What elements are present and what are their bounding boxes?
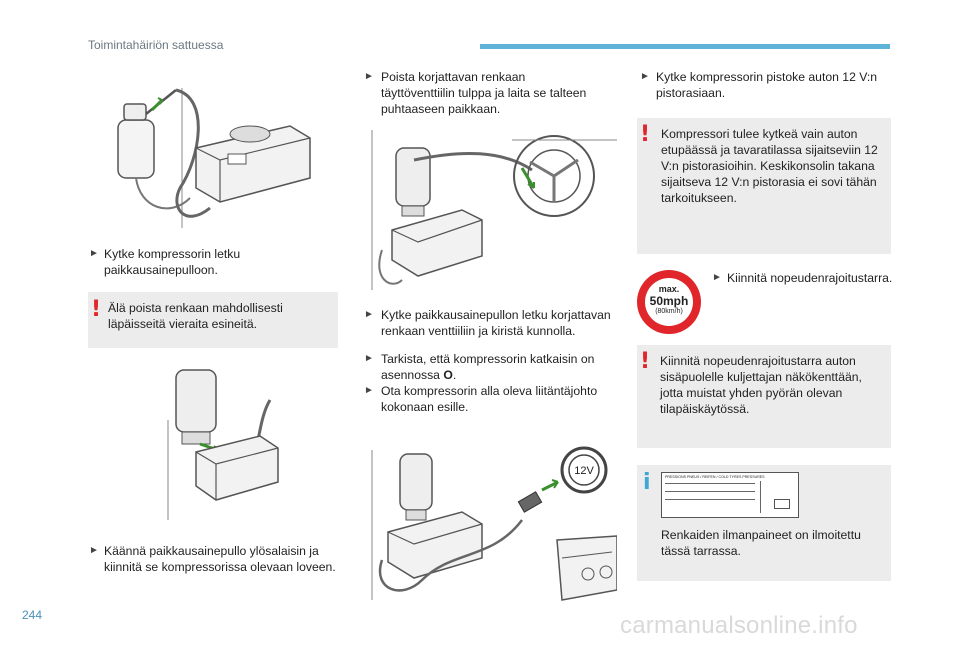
warning-icon: ! bbox=[91, 297, 102, 322]
bullet-marker: ► bbox=[712, 272, 722, 283]
col1-warning-text: Älä poista renkaan mahdollisesti läpäisseitä vieraita esineitä. bbox=[108, 301, 283, 331]
header-accent-bar bbox=[480, 44, 890, 49]
speed-sign-max: max. bbox=[658, 284, 680, 294]
col2-step3a-text: Tarkista, että kompressorin katkaisin on asennossa O. bbox=[381, 352, 595, 382]
illustration-connect-hose-to-bottle bbox=[100, 78, 340, 236]
switch-position-o: O bbox=[443, 368, 453, 382]
bullet-marker: ► bbox=[89, 545, 99, 556]
col1-step2-text: Käännä paikkausainepullo ylösalaisin ja kiinnitä se kompressorissa olevaan loveen. bbox=[104, 544, 336, 574]
illustration-connect-hose-to-valve bbox=[362, 130, 617, 290]
col2-step1-text: Poista korjattavan renkaan täyttöventtiilin tulppa ja laita se talteen puhtaaseen paikkaan. bbox=[381, 70, 587, 116]
speed-limit-sticker bbox=[637, 270, 701, 334]
bullet-marker: ► bbox=[89, 248, 99, 259]
speed-sign-kmh: (80km/h) bbox=[655, 308, 683, 315]
warning-icon: ! bbox=[640, 122, 651, 147]
watermark-text: carmanualsonline.info bbox=[620, 612, 858, 639]
bullet-marker: ► bbox=[364, 71, 374, 82]
col1-step1-text: Kytke kompressorin letku paikkausainepulloon. bbox=[104, 247, 241, 277]
col2-step2-text: Kytke paikkausainepullon letku korjattavan renkaan venttiiliin ja kiristä kunnolla. bbox=[381, 308, 611, 338]
illustration-plug-into-socket bbox=[362, 440, 617, 605]
col3-step2-text: Kiinnitä nopeudenrajoitustarra. bbox=[727, 271, 893, 285]
col3-warning1-text: Kompressori tulee kytkeä vain auton etupäässä ja tavaratilassa sijaitseviin 12 V:n pistorasioihin. Keskikonsolin takana sijaitseva 12 V:n pistorasia ei sovi tähän tarkoitukseen. bbox=[661, 127, 878, 205]
col2-step3b-text: Ota kompressorin alla oleva liitäntäjohto kokonaan esille. bbox=[381, 384, 598, 414]
page-number: 244 bbox=[22, 608, 43, 622]
page-header-title: Toimintahäiriön sattuessa bbox=[88, 38, 224, 52]
bullet-marker: ► bbox=[364, 353, 374, 364]
info-icon: i bbox=[643, 470, 651, 495]
warning-icon: ! bbox=[640, 349, 651, 374]
bullet-marker: ► bbox=[364, 385, 374, 396]
col3-info-text: Renkaiden ilmanpaineet on ilmoitettu tässä tarrassa. bbox=[661, 528, 861, 558]
socket-12v-label: 12V bbox=[574, 465, 594, 477]
col3-warning2-text: Kiinnitä nopeudenrajoitustarra auton sisäpuolelle kuljettajan näkökenttään, jotta muistat yhden pyörän olevan tilapäiskäytössä. bbox=[660, 354, 862, 416]
speed-sign-mph: 50mph bbox=[649, 294, 689, 308]
col3-step1-text: Kytke kompressorin pistoke auton 12 V:n pistorasiaan. bbox=[656, 70, 878, 100]
bullet-marker: ► bbox=[364, 309, 374, 320]
tyre-pressure-label-image: PRESSIONS PNEUS / REIFEN / COLD TYRES PRESSURES bbox=[661, 472, 799, 518]
illustration-bottle-upside-down bbox=[160, 360, 280, 522]
bullet-marker: ► bbox=[640, 71, 650, 82]
